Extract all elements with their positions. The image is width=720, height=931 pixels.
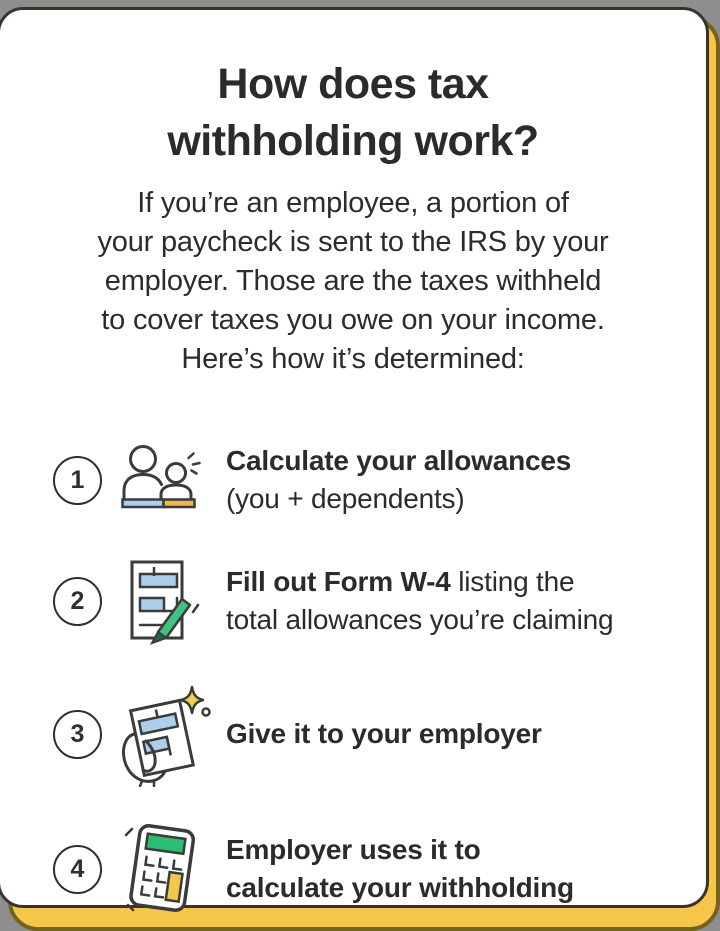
calculator-icon (110, 821, 214, 917)
step-text-2 (226, 563, 613, 639)
step-text-4 (226, 831, 574, 907)
form-w4-pen-icon (110, 555, 214, 647)
step-number-badge: 3 (53, 710, 102, 759)
infographic-card (0, 7, 709, 908)
title-line-2: withholding work? (167, 117, 539, 165)
intro-line: Here’s how it’s determined: (181, 343, 525, 375)
step-number-badge: 1 (53, 456, 102, 505)
step-row-1 (53, 439, 706, 521)
step-text-line: calculate your withholding (226, 872, 574, 903)
step-text-1 (226, 442, 571, 518)
step-text-3 (226, 715, 542, 753)
step-row-4 (53, 821, 706, 917)
page-title (0, 56, 706, 170)
steps-list (0, 439, 706, 917)
step-text-line: Calculate your allowances (226, 445, 572, 476)
step-text-line: Employer uses it to (226, 834, 481, 865)
step-text-line: total allowances you’re claiming (226, 604, 614, 635)
two-people-icon (110, 444, 214, 516)
step-text-line: Give it to your employer (226, 718, 542, 749)
intro-line: employer. Those are the taxes withheld (104, 265, 602, 297)
step-row-3 (53, 681, 706, 787)
step-text-line: Fill out Form W-4 listing the (226, 566, 575, 597)
step-number-badge: 2 (53, 577, 102, 626)
title-line-1: How does tax (217, 60, 489, 108)
intro-paragraph (0, 184, 706, 379)
intro-line: If you’re an employee, a portion of (137, 187, 569, 219)
step-row-2 (53, 555, 706, 647)
intro-line: to cover taxes you owe on your income. (101, 304, 605, 336)
step-number-badge: 4 (53, 845, 102, 894)
hand-paper-icon (110, 681, 214, 787)
step-text-line: (you + dependents) (226, 483, 465, 514)
intro-line: your paycheck is sent to the IRS by your (97, 226, 609, 258)
